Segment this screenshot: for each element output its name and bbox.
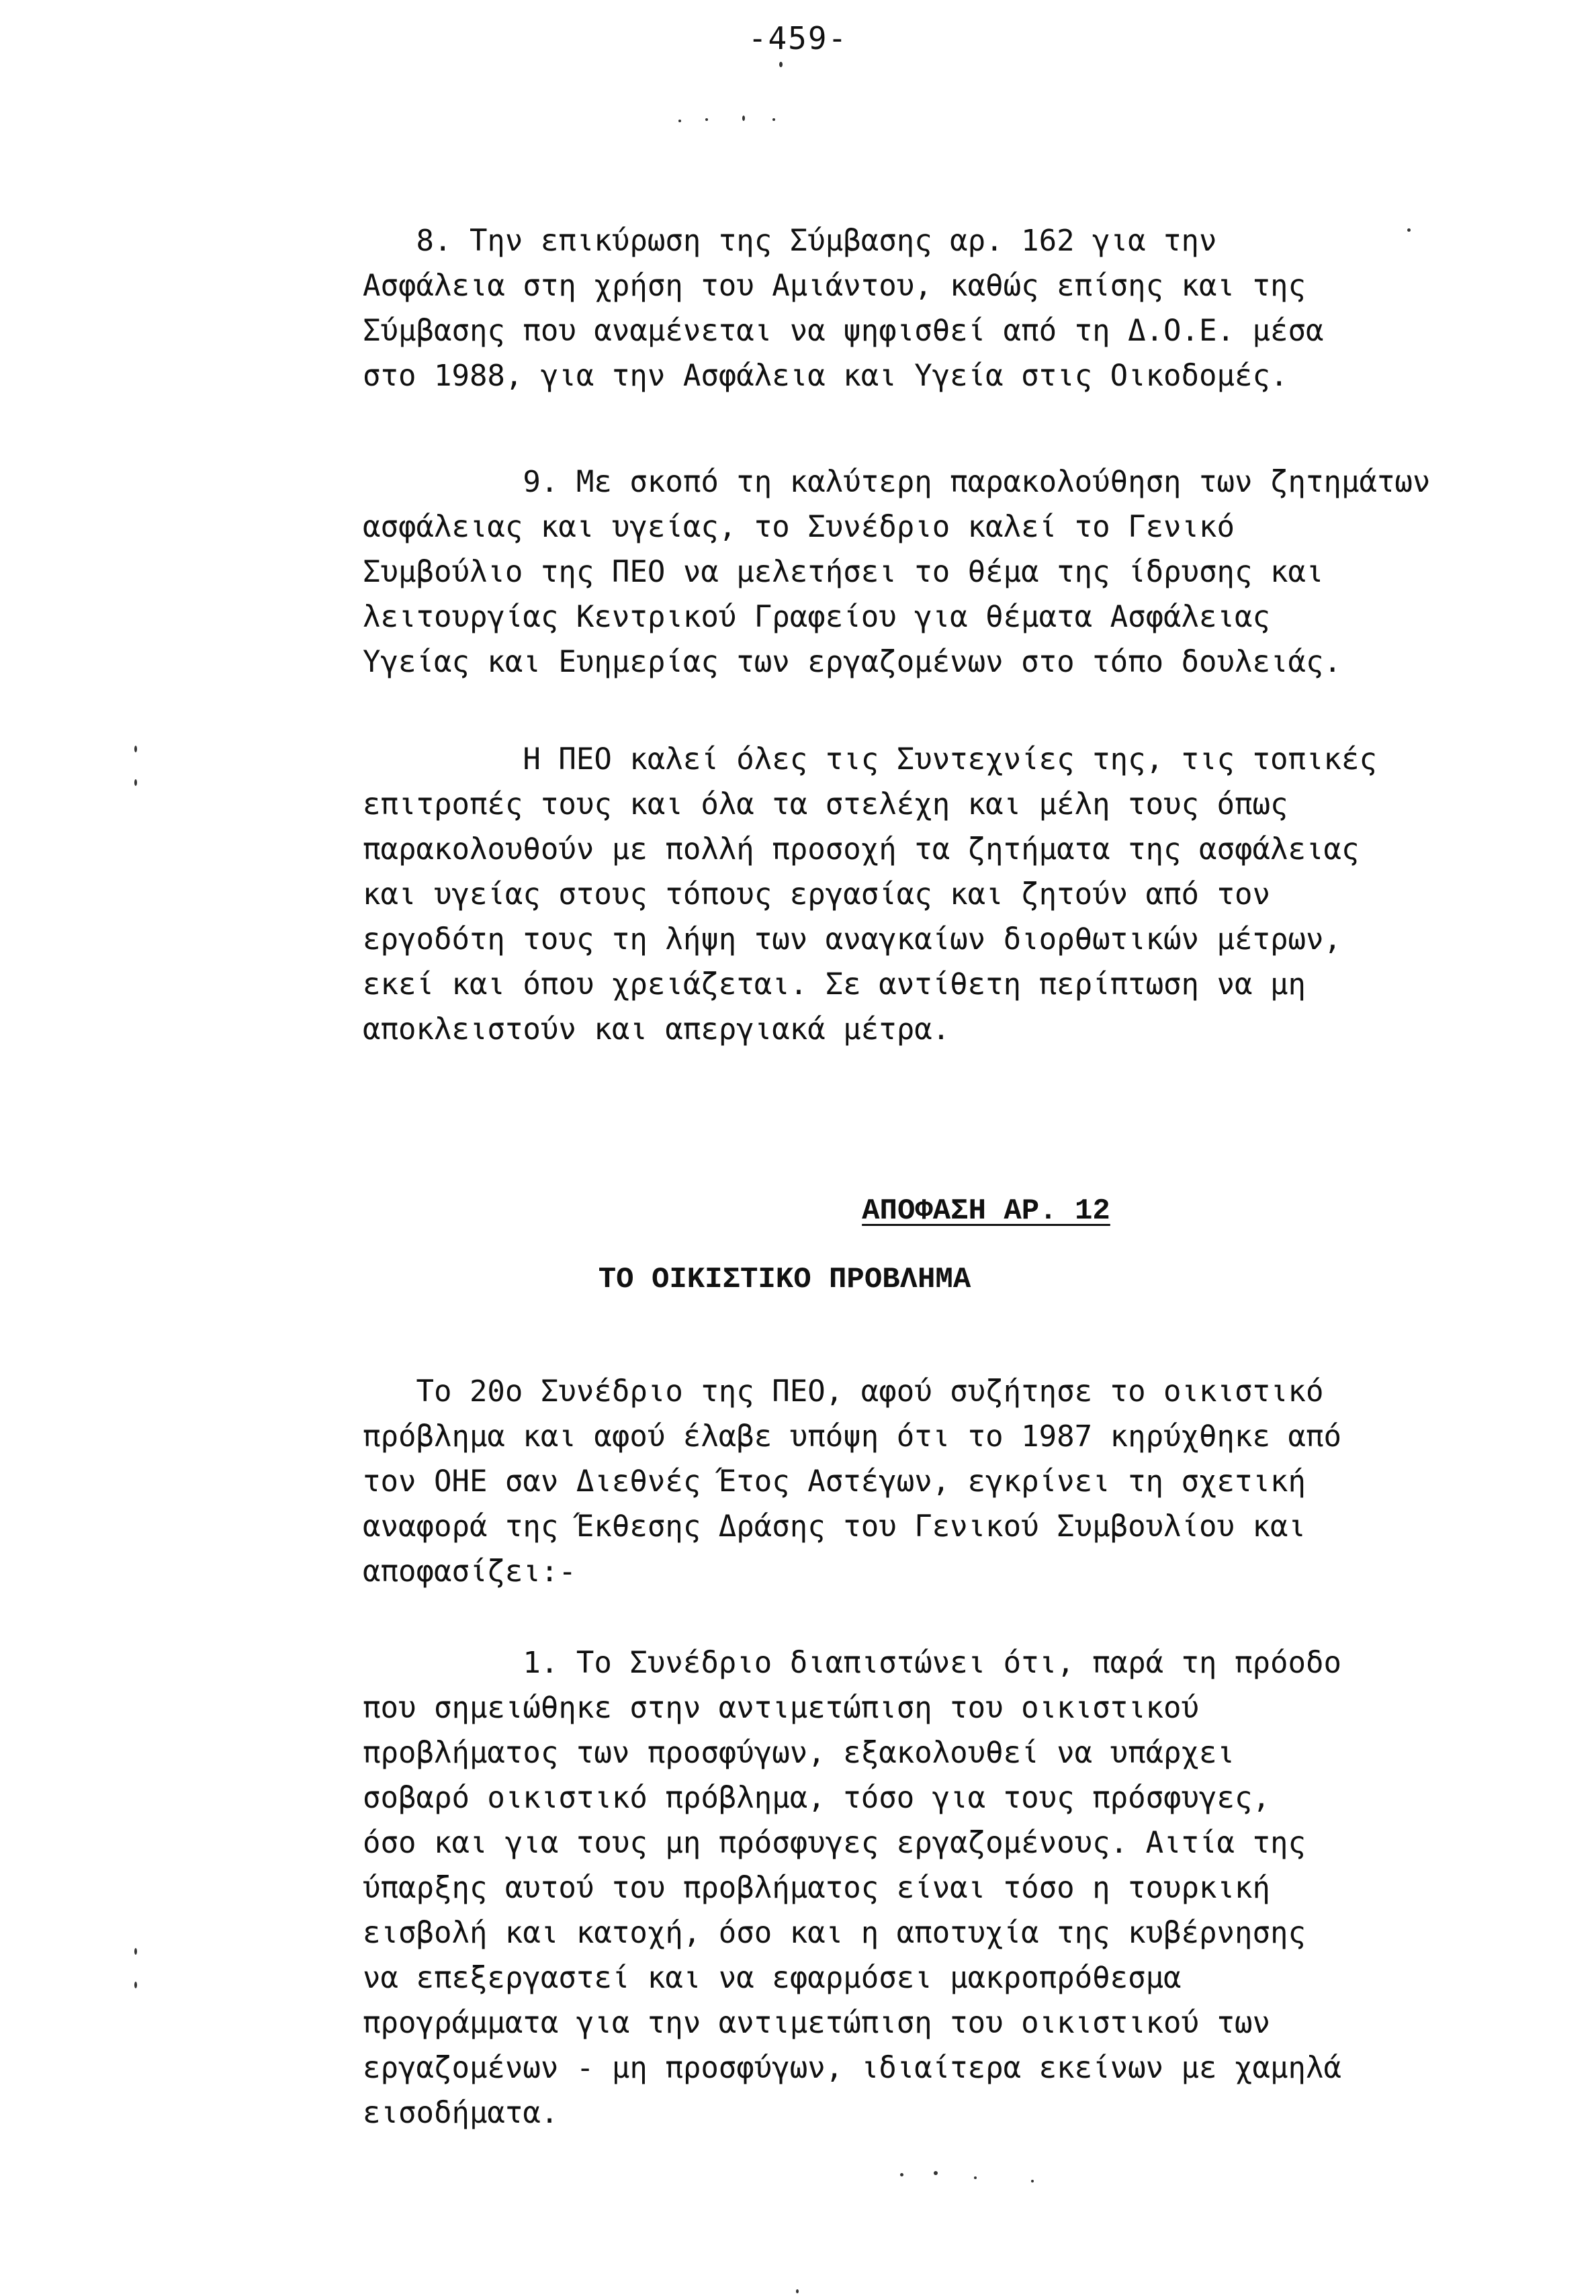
- text-line: λειτουργίας Κεντρικού Γραφείου για θέματα Ασφάλειας: [363, 600, 1271, 634]
- text-line: Συμβούλιο της ΠΕΟ να μελετήσει το θέμα της ίδρυσης και: [363, 555, 1324, 589]
- decision-number-heading: ΑΠΟΦΑΣΗ ΑΡ. 12: [862, 1194, 1110, 1228]
- text-line: Ασφάλεια στη χρήση του Αμιάντου, καθώς επίσης και της: [363, 269, 1306, 303]
- scan-speck: [796, 2289, 799, 2293]
- decision-title-heading: ΤΟ ΟΙΚΙΣΤΙΚΟ ΠΡΟΒΛΗΜΑ: [598, 1263, 971, 1296]
- scan-speck: [134, 779, 137, 786]
- text-line: και υγείας στους τόπους εργασίας και ζητούν από τον: [363, 877, 1271, 912]
- text-line: επιτροπές τους και όλα τα στελέχη και μέλη τους όπως: [363, 787, 1288, 822]
- scan-speck: [678, 120, 681, 122]
- text-line: εργαζομένων - μη προσφύγων, ιδιαίτερα εκείνων με χαμηλά: [363, 2051, 1341, 2085]
- text-line: όσο και για τους μη πρόσφυγες εργαζομένους. Αιτία της: [363, 1826, 1306, 1860]
- paragraph-item-1: [363, 1640, 1518, 2135]
- text-line: προβλήματος των προσφύγων, εξακολουθεί να υπάρχει: [363, 1736, 1235, 1770]
- text-line: Η ΠΕΟ καλεί όλες τις Συντεχνίες της, τις τοπικές: [363, 742, 1377, 777]
- text-line: να επεξεργαστεί και να εφαρμόσει μακροπρόθεσμα: [363, 1961, 1182, 1995]
- paragraph-intro: [363, 1369, 1518, 1594]
- scan-speck: [742, 116, 745, 121]
- text-line: πρόβλημα και αφού έλαβε υπόψη ότι το 1987 κηρύχθηκε από: [363, 1419, 1341, 1454]
- text-line: σοβαρό οικιστικό πρόβλημα, τόσο για τους πρόσφυγες,: [363, 1781, 1271, 1815]
- paragraph-peo-call: [363, 737, 1518, 1052]
- text-line: 1. Το Συνέδριο διαπιστώνει ότι, παρά τη πρόοδο: [363, 1646, 1341, 1680]
- scan-speck: [772, 118, 775, 121]
- page-number: -459-: [748, 20, 848, 56]
- scan-speck: [1407, 228, 1411, 232]
- text-line: παρακολουθούν με πολλή προσοχή τα ζητήματα της ασφάλειας: [363, 832, 1360, 867]
- scan-speck: [974, 2176, 977, 2179]
- scan-speck: [705, 118, 708, 121]
- text-line: αποκλειστούν και απεργιακά μέτρα.: [363, 1012, 950, 1047]
- scan-speck: [134, 746, 137, 752]
- text-line: εισβολή και κατοχή, όσο και η αποτυχία της κυβέρνησης: [363, 1916, 1306, 1950]
- text-line: προγράμματα για την αντιμετώπιση του οικιστικού των: [363, 2006, 1271, 2040]
- text-line: τον ΟΗΕ σαν Διεθνές Έτος Αστέγων, εγκρίνει τη σχετική: [363, 1464, 1306, 1499]
- scan-speck: [779, 62, 783, 67]
- scan-speck: [1031, 2180, 1034, 2182]
- text-line: εισοδήματα.: [363, 2096, 559, 2130]
- text-line: Σύμβασης που αναμένεται να ψηφισθεί από τη Δ.Ο.Ε. μέσα: [363, 314, 1324, 348]
- scan-speck: [134, 1982, 137, 1988]
- paragraph-item-9: [363, 459, 1518, 685]
- text-line: αναφορά της Έκθεσης Δράσης του Γενικού Συμβουλίου και: [363, 1509, 1306, 1544]
- scan-speck: [900, 2173, 903, 2176]
- scan-speck: [134, 1948, 137, 1955]
- text-line: στο 1988, για την Ασφάλεια και Υγεία στις Οικοδομές.: [363, 359, 1288, 393]
- text-line: Υγείας και Ευημερίας των εργαζομένων στο τόπο δουλειάς.: [363, 645, 1341, 679]
- text-line: 8. Την επικύρωση της Σύμβασης αρ. 162 για την: [363, 224, 1217, 258]
- text-line: ύπαρξης αυτού του προβλήματος είναι τόσο η τουρκική: [363, 1871, 1271, 1905]
- text-line: ασφάλειας και υγείας, το Συνέδριο καλεί το Γενικό: [363, 510, 1235, 544]
- text-line: Το 20ο Συνέδριο της ΠΕΟ, αφού συζήτησε το οικιστικό: [363, 1374, 1324, 1409]
- text-line: που σημειώθηκε στην αντιμετώπιση του οικιστικού: [363, 1691, 1200, 1725]
- paragraph-item-8: [363, 218, 1518, 398]
- text-line: εργοδότη τους τη λήψη των αναγκαίων διορθωτικών μέτρων,: [363, 922, 1341, 957]
- text-line: εκεί και όπου χρειάζεται. Σε αντίθετη περίπτωση να μη: [363, 967, 1306, 1002]
- text-line: 9. Με σκοπό τη καλύτερη παρακολούθηση των ζητημάτων: [363, 465, 1431, 499]
- scan-speck: [934, 2171, 938, 2175]
- text-line: αποφασίζει:-: [363, 1554, 576, 1589]
